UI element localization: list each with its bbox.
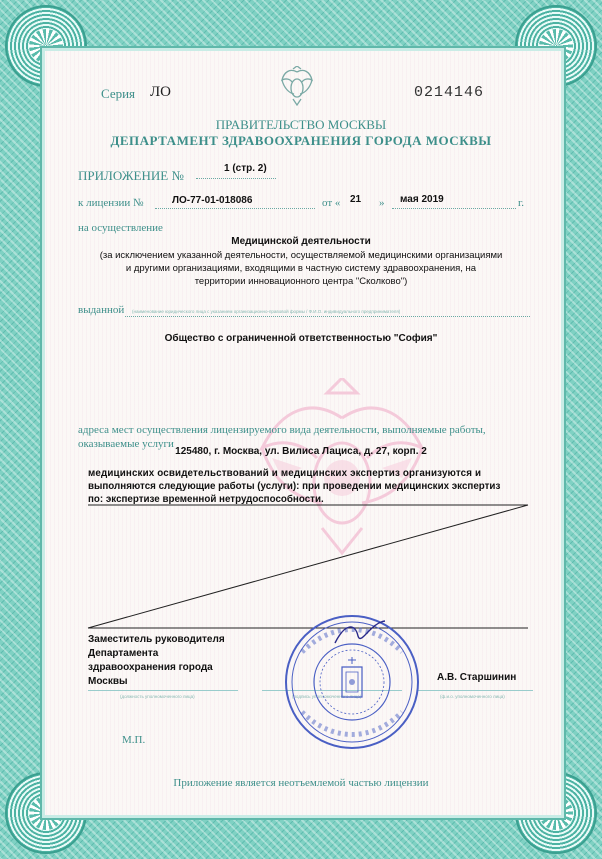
activity-line-2: и другими организациями, входящими в частную систему здравоохранения, на [125, 263, 477, 274]
license-year-suffix: г. [518, 197, 525, 209]
issued-hint: (наименование юридического лица с указанием организационно-правовой формы / Ф.И.О. индивидуального предпринимателя) [132, 309, 401, 314]
government-name: ПРАВИТЕЛЬСТВО МОСКВЫ [215, 117, 387, 132]
signer-position-line-1: Заместитель руководителя [88, 634, 225, 645]
department-name: ДЕПАРТАМЕНТ ЗДРАВООХРАНЕНИЯ ГОРОДА МОСКВЫ [110, 133, 492, 148]
handwritten-signature-icon [330, 618, 390, 648]
license-day-close: » [379, 197, 385, 209]
license-from-label: от « [322, 197, 341, 209]
services-line-2: выполняются следующие работы (услуги): при проведении медицинских экспертиз [88, 481, 501, 492]
issued-label: выданной [78, 304, 125, 316]
services-line-1: медицинских освидетельствований и медицинских экспертиз организуются и [88, 468, 482, 479]
signer-name: А.В. Старшинин [437, 672, 517, 683]
appendix-label: ПРИЛОЖЕНИЕ № [78, 168, 184, 183]
signer-position-line-3: здравоохранения города [88, 662, 213, 673]
license-day: 21 [350, 194, 362, 205]
appendix-value: 1 (стр. 2) [224, 163, 267, 174]
license-prefix: к лицензии № [78, 197, 144, 209]
activity-line-1: (за исключением указанной деятельности, осуществляемой медицинскими организациями [99, 250, 503, 261]
organization-name: Общество с ограниченной ответственностью "София" [164, 333, 438, 344]
license-number: ЛО-77-01-018086 [172, 195, 253, 206]
address-value: 125480, г. Москва, ул. Вилиса Лациса, д. 27, корп. 2 [175, 446, 427, 457]
license-month-year: мая 2019 [400, 194, 444, 205]
seal-place-label: М.П. [122, 734, 146, 746]
signer-position-line-2: Департамента [88, 648, 159, 659]
activity-title: Медицинской деятельности [231, 236, 371, 247]
signature-hint: (подпись уполномоченного лица) [292, 694, 362, 699]
footer-note: Приложение является неотъемлемой частью лицензии [173, 777, 429, 789]
address-label-line-1: адреса мест осуществления лицензируемого вида деятельности, выполняемые работы, [78, 424, 486, 436]
series-value: ЛО [150, 84, 172, 100]
series-label: Серия [101, 86, 136, 101]
serial-number: 0214146 [414, 84, 485, 101]
name-hint: (ф.и.о. уполномоченного лица) [440, 694, 505, 699]
activity-label: на осуществление [78, 222, 163, 234]
services-line-3: по: экспертизе временной нетрудоспособности. [88, 494, 324, 505]
address-label-line-2: оказываемые услуги [78, 438, 174, 450]
position-underline [88, 690, 238, 691]
signer-position-line-4: Москвы [88, 676, 128, 687]
position-hint: (должность уполномоченного лица) [120, 694, 195, 699]
name-underline [418, 690, 533, 691]
activity-line-3: территории инновационного центра "Сколково") [194, 276, 408, 287]
